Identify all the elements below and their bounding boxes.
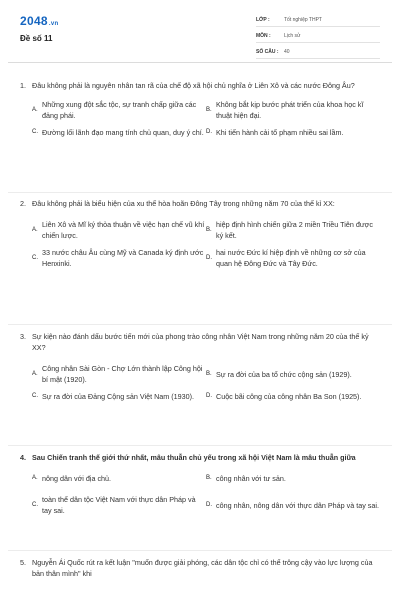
option-a[interactable]: [32, 363, 206, 385]
site-logo[interactable]: [20, 14, 58, 28]
option-b[interactable]: [206, 473, 380, 484]
meta-row-mon: [256, 30, 380, 43]
mon-value: Lịch sử: [284, 33, 301, 39]
option-text: toàn thể dân tộc Việt Nam với thực dân Pháp và tay sai.: [42, 495, 196, 515]
option-text: Đường lối lãnh đạo mang tính chủ quan, duy ý chí.: [42, 128, 204, 137]
option-letter: A.: [32, 370, 38, 377]
question-text: Đâu không phải là nguyên nhân tan rã của chế độ xã hội chủ nghĩa ở Liên Xô và các nước Đông Âu?: [32, 81, 355, 90]
question-5: [20, 557, 380, 579]
exam-meta: [256, 14, 380, 62]
option-letter: A.: [32, 475, 38, 481]
question-4: [20, 452, 380, 522]
option-a[interactable]: [32, 473, 206, 484]
question-stem: [20, 80, 380, 91]
option-text: Những xung đột sắc tộc, sự tranh chấp giữa các đảng phái.: [42, 100, 197, 120]
option-letter: D.: [206, 501, 212, 508]
option-row: [32, 391, 380, 402]
question-number: 1.: [20, 81, 26, 90]
meta-row-lop: [256, 14, 380, 27]
option-text: Không bắt kịp bước phát triển của khoa học kĩ thuật hiện đại.: [216, 100, 364, 120]
option-text: công nhân, nông dân với thực dân Pháp và tay sai.: [216, 500, 379, 510]
option-text: Sự ra đời của Đảng Cộng sản Việt Nam (1930).: [42, 392, 195, 401]
question-options: [32, 363, 380, 402]
option-letter: B.: [206, 226, 212, 233]
option-letter: A.: [32, 226, 38, 233]
question-divider: [8, 324, 392, 325]
option-a[interactable]: [32, 99, 206, 121]
option-text: Khi tiến hành cải tổ phạm nhiều sai lầm.: [216, 128, 344, 137]
question-number: 2.: [20, 199, 26, 208]
option-letter: B.: [206, 106, 212, 113]
question-options: [32, 219, 380, 269]
option-letter: C.: [32, 254, 38, 261]
so-cau-value: 40: [284, 49, 290, 55]
question-text: Đâu không phải là biểu hiện của xu thế hòa hoãn Đông Tây trong những năm 70 của thế kỉ XX:: [32, 199, 335, 208]
option-a[interactable]: [32, 219, 206, 241]
option-row: [32, 363, 380, 385]
meta-row-so-cau: [256, 46, 380, 59]
so-cau-label: SỐ CÂU :: [256, 49, 279, 55]
option-b[interactable]: [206, 363, 380, 385]
logo-suffix: .vn: [48, 21, 59, 27]
option-c[interactable]: [32, 127, 206, 138]
option-text: Cuộc bãi công của công nhân Ba Son (1925).: [216, 392, 362, 401]
question-text: Sau Chiến tranh thế giới thứ nhất, mâu thuẫn chủ yếu trong xã hội Việt Nam là mâu thuẫn giữa: [32, 453, 356, 462]
option-row: [32, 127, 380, 138]
exam-title: Đề số 11: [20, 34, 53, 43]
option-letter: D.: [206, 129, 212, 135]
option-letter: D.: [206, 254, 212, 261]
question-divider: [8, 192, 392, 193]
option-row: [32, 494, 380, 516]
option-letter: C.: [32, 501, 38, 508]
option-text: Sự ra đời của ba tổ chức cộng sản (1929).: [216, 369, 352, 379]
question-stem: [20, 198, 380, 209]
question-number: 3.: [20, 332, 26, 341]
option-row: [32, 99, 380, 121]
option-letter: D.: [206, 393, 212, 399]
option-c[interactable]: [32, 247, 206, 269]
logo-text: 2048: [20, 14, 48, 28]
option-text: Công nhân Sài Gòn - Chợ Lớn thành lập Công hội bí mật (1920).: [42, 364, 203, 384]
lop-label: LỚP :: [256, 17, 270, 23]
option-c[interactable]: [32, 494, 206, 516]
option-text: Liên Xô và Mĩ ký thỏa thuận về việc hạn chế vũ khí chiến lược.: [42, 220, 205, 240]
lop-value: Tốt nghiệp THPT: [284, 17, 322, 23]
option-d[interactable]: [206, 391, 380, 402]
option-letter: A.: [32, 106, 38, 113]
option-c[interactable]: [32, 391, 206, 402]
option-text: 33 nước châu Âu cùng Mỹ và Canada ký định ước Henxinki.: [42, 248, 204, 268]
option-text: hiệp định hình chiến giữa 2 miền Triều Tiên được ký kết.: [216, 220, 373, 240]
option-text: công nhân với tư sản.: [216, 474, 286, 483]
question-options: [32, 99, 380, 138]
question-text: Sự kiện nào đánh dấu bước tiến mới của phong trào công nhân Việt Nam trong những năm 20 của thế kỷ XX?: [32, 332, 369, 352]
option-text: hai nước Đức kí hiệp định về những cơ sở của quan hệ Đông Đức và Tây Đức.: [216, 248, 366, 268]
option-letter: C.: [32, 129, 38, 135]
option-text: nông dân với địa chủ.: [42, 474, 112, 483]
question-divider: [8, 445, 392, 446]
question-number: 4.: [20, 453, 26, 462]
option-row: [32, 219, 380, 241]
question-stem: [20, 452, 380, 463]
option-letter: B.: [206, 370, 212, 377]
option-letter: B.: [206, 475, 212, 481]
option-b[interactable]: [206, 99, 380, 121]
question-divider: [8, 550, 392, 551]
header-divider: [8, 62, 392, 63]
option-row: [32, 473, 380, 484]
question-3: [20, 331, 380, 408]
option-d[interactable]: [206, 247, 380, 269]
question-stem: [20, 331, 380, 353]
option-row: [32, 247, 380, 269]
question-number: 5.: [20, 558, 26, 567]
mon-label: MÔN :: [256, 33, 271, 39]
question-text: Nguyễn Ái Quốc rút ra kết luận "muốn được giải phóng, các dân tộc chỉ có thể trông cậy vào lực lượng của bản thân mình" khi: [32, 558, 373, 578]
option-d[interactable]: [206, 494, 380, 516]
option-letter: C.: [32, 393, 38, 399]
option-d[interactable]: [206, 127, 380, 138]
question-options: [32, 473, 380, 516]
question-1: [20, 80, 380, 144]
question-2: [20, 198, 380, 275]
question-stem: [20, 557, 380, 579]
exam-header: [0, 0, 400, 62]
option-b[interactable]: [206, 219, 380, 241]
